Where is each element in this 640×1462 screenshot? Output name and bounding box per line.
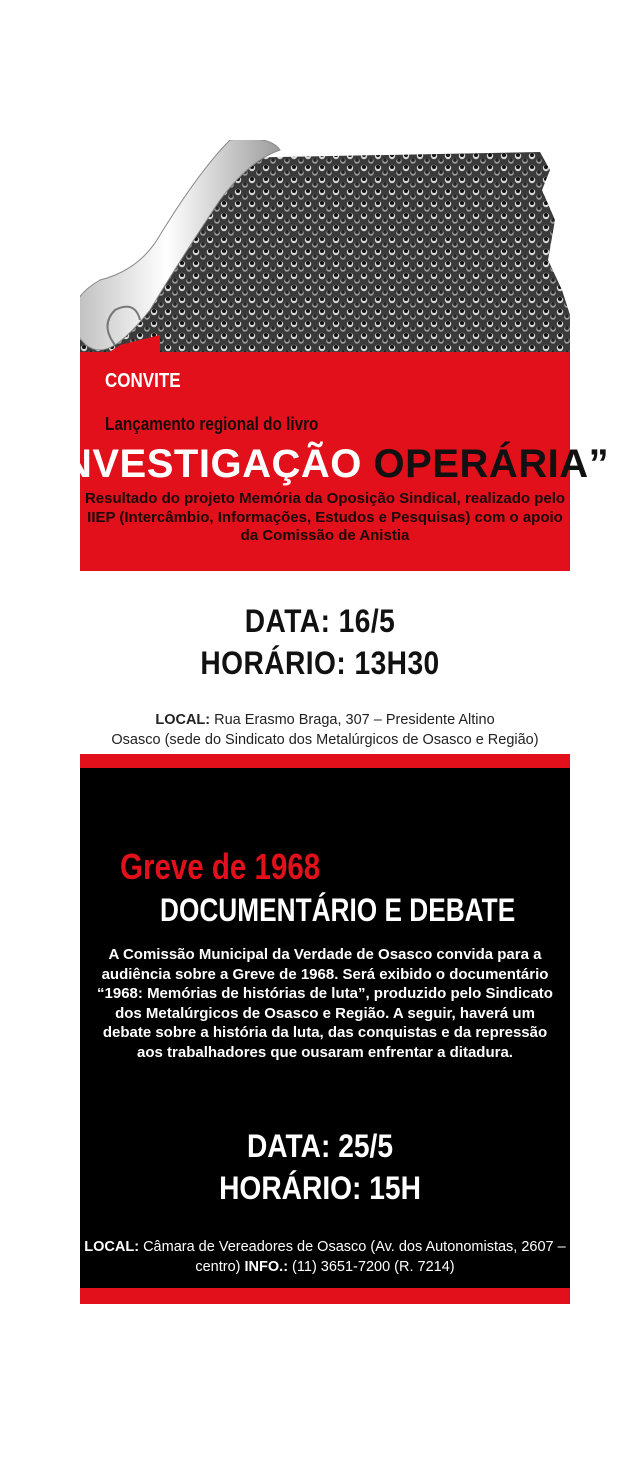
event2-info-label: INFO.:	[244, 1259, 289, 1275]
event2-subheading: DOCUMENTÁRIO E DEBATE	[160, 892, 516, 928]
convite-label: CONVITE	[105, 370, 181, 392]
event2-local-text: Câmara de Vereadores de Osasco (Av. dos Autonomistas, 2607 – centro)	[139, 1239, 566, 1275]
event2-location	[80, 1237, 570, 1277]
crowd-photo	[80, 140, 570, 370]
event1-local-line2: Osasco (sede do Sindicato dos Metalúrgicos de Osasco e Região)	[111, 732, 539, 748]
event2-local-label: LOCAL:	[84, 1239, 140, 1255]
event1-date: DATA: 16/5	[244, 603, 396, 639]
event2-date: DATA: 25/5	[246, 1128, 394, 1164]
event1-location	[80, 710, 570, 750]
event2-description: A Comissão Municipal da Verdade de Osasco convida para a audiência sobre a Greve de 1968. Será exibido o documentário “1968: Memórias de histórias de luta”, produzido pelo Sindicato dos Metalúrgicos de Osasco e Região. A seguir, haverá um debate sobre a história da luta, das conquistas e da repressão aos trabalhadores que ousaram enfrentar a ditadura.	[97, 946, 553, 1061]
book-title	[0, 442, 640, 487]
event1-local-label: LOCAL:	[155, 712, 211, 728]
book-title-white: “INVESTIGAÇÃO	[30, 442, 362, 486]
event1-time: HORÁRIO: 13H30	[200, 645, 440, 681]
event1-local-line1: Rua Erasmo Braga, 307 – Presidente Altino	[210, 712, 495, 728]
book-launch-subtitle: Lançamento regional do livro	[105, 414, 319, 434]
event2-time: HORÁRIO: 15H	[219, 1170, 421, 1206]
event2-info-text: (11) 3651-7200 (R. 7214)	[288, 1259, 455, 1275]
book-title-black: OPERÁRIA”	[373, 442, 610, 486]
book-description: Resultado do projeto Memória da Oposição Sindical, realizado pelo IIEP (Intercâmbio, Informações, Estudos e Pesquisas) com o apoio da Comissão de Anistia	[84, 490, 566, 544]
event2-heading: Greve de 1968	[120, 846, 321, 887]
